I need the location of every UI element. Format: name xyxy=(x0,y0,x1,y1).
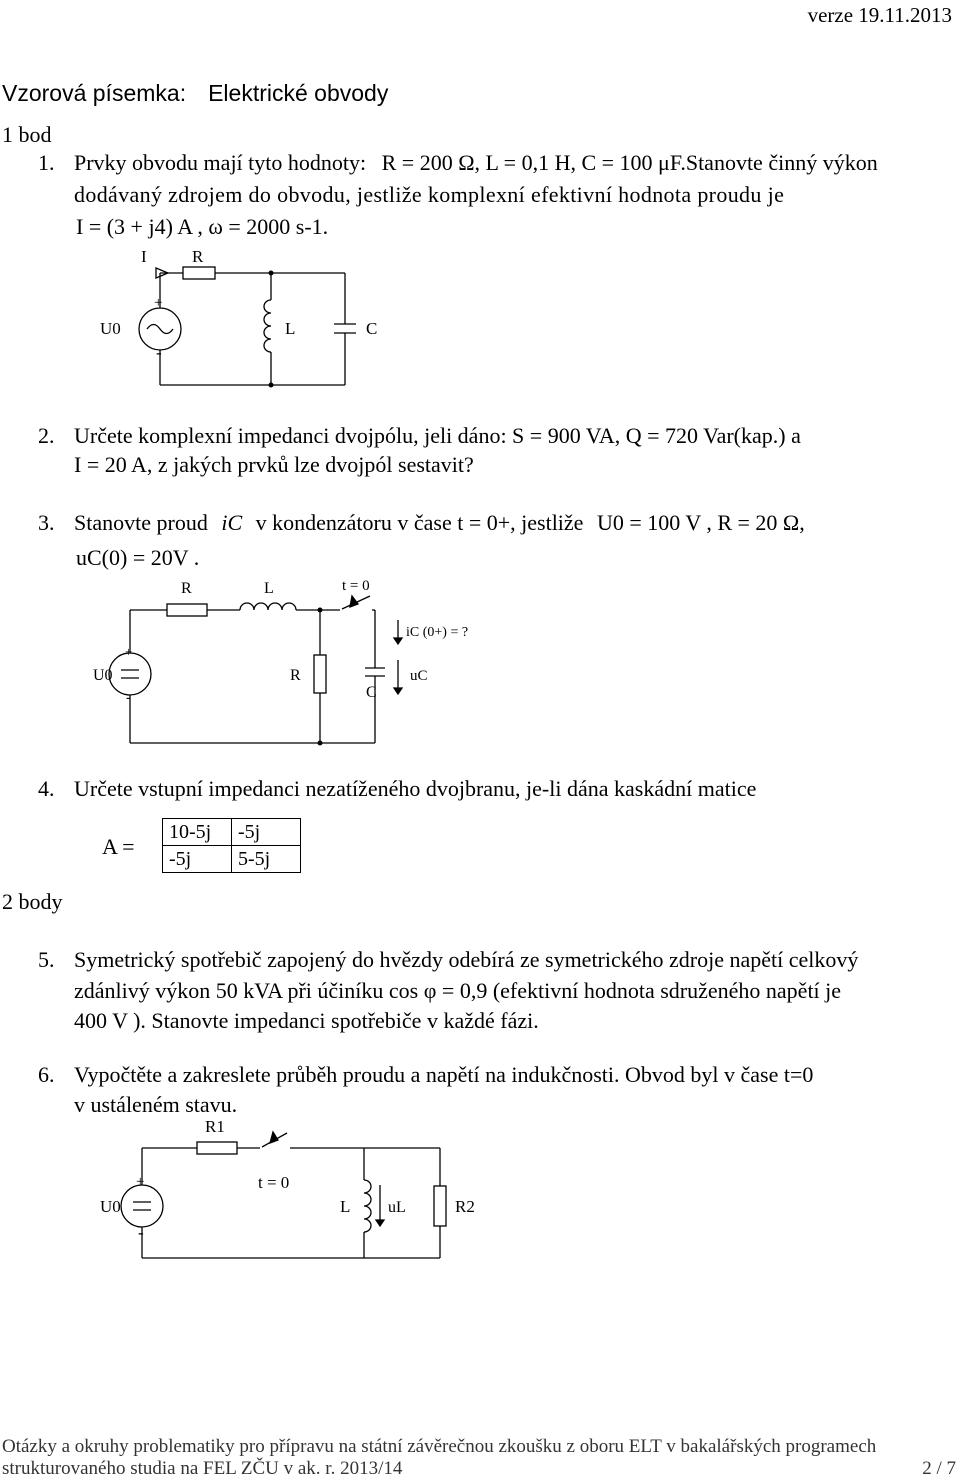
task3-circuit xyxy=(0,570,480,750)
task3-line1 xyxy=(74,510,805,536)
task6-switch-label: t = 0 xyxy=(258,1173,290,1192)
task4-number: 4. xyxy=(38,776,55,801)
title-label: Vzorová písemka: xyxy=(2,80,187,106)
task3-var-ic: iC xyxy=(221,510,243,535)
task2-number: 2. xyxy=(38,423,55,448)
version-label: verze 19.11.2013 xyxy=(807,3,952,27)
footer-line2: strukturovaného studia na FEL ZČU v ak. r. 2013/14 xyxy=(2,1458,403,1479)
matrix-row xyxy=(163,819,301,846)
task6-circuit xyxy=(0,1110,500,1280)
task3-values: U0 = 100 V , R = 20 Ω, xyxy=(596,510,805,535)
task3-voltage-label: uC xyxy=(410,668,428,684)
task6-minus: - xyxy=(138,1223,144,1242)
title-subject: Elektrické obvody xyxy=(208,80,389,106)
task3-line1-b: v kondenzátoru v čase t = 0+, jestliže xyxy=(255,510,584,535)
task6-number: 6. xyxy=(38,1062,55,1087)
task1-plus: + xyxy=(154,295,163,311)
task1-line1-tail: .Stanovte činný výkon xyxy=(680,150,878,175)
task6-plus: + xyxy=(136,1174,145,1190)
matrix-cell: 5-5j xyxy=(232,846,301,873)
task3-source-label: U0 xyxy=(93,667,113,684)
task4-matrix-label: A = xyxy=(102,834,135,859)
task6-resistor2-label: R2 xyxy=(455,1197,475,1216)
task1-inductor-label: L xyxy=(285,319,296,338)
task3-capacitor-label: C xyxy=(366,684,377,701)
task1-line1-lead: Prvky obvodu mají tyto hodnoty: xyxy=(74,150,367,175)
task5-number: 5. xyxy=(38,947,55,972)
footer-line1: Otázky a okruhy problematiky pro přípravu na státní závěrečnou zkoušku z oboru ELT v bakalářských programech xyxy=(2,1436,877,1457)
task1-node-bottom xyxy=(269,383,274,388)
task3-plus: + xyxy=(125,644,133,659)
task3-resistor2-label: R xyxy=(290,667,301,684)
matrix-cell: 10-5j xyxy=(163,819,232,846)
task4-text: Určete vstupní impedanci nezatíženého dvojbranu, je-li dána kaskádní matice xyxy=(74,776,757,801)
task3-resistor1-label: R xyxy=(181,580,192,597)
task3-minus: - xyxy=(126,690,131,706)
task1-minus: - xyxy=(156,343,162,362)
section-one-point: 1 bod xyxy=(2,122,52,147)
task1-node-top xyxy=(269,271,274,276)
task3-node-bottom xyxy=(318,741,323,746)
task6-line1: Vypočtěte a zakreslete průběh proudu a napětí na indukčnosti. Obvod byl v čase t=0 xyxy=(74,1062,814,1087)
task1-line3: I = (3 + j4) A , ω = 2000 s-1. xyxy=(76,214,329,239)
task6-line2: v ustáleném stavu. xyxy=(74,1092,238,1117)
task1-line2: dodávaný zdrojem do obvodu, jestliže komplexní efektivní hodnota proudu je xyxy=(74,182,785,207)
task5-line1: Symetrický spotřebič zapojený do hvězdy odebírá ze symetrického zdroje napětí celkový xyxy=(74,947,859,972)
matrix-row xyxy=(163,846,301,873)
task3-line1-a: Stanovte proud xyxy=(74,510,208,535)
section-two-points: 2 body xyxy=(2,889,63,914)
task3-number: 3. xyxy=(38,510,55,535)
page-title xyxy=(2,80,388,107)
matrix-cell: -5j xyxy=(163,846,232,873)
task3-question-label: iC (0+) = ? xyxy=(406,625,469,640)
task6-source-label: U0 xyxy=(100,1197,121,1216)
task5-line2: zdánlivý výkon 50 kVA při účiníku cos φ = 0,9 (efektivní hodnota sdruženého napětí je xyxy=(74,978,842,1003)
task6-resistor1-label: R1 xyxy=(205,1117,225,1136)
task4-matrix xyxy=(162,818,301,873)
task3-line2: uC(0) = 20V . xyxy=(76,545,200,570)
task1-resistor-label: R xyxy=(192,247,204,266)
task6-voltage-label: uL xyxy=(388,1199,406,1216)
task2-line2: I = 20 A, z jakých prvků lze dvojpól sestavit? xyxy=(74,452,474,477)
task3-node-top xyxy=(318,608,323,613)
task1-number: 1. xyxy=(38,150,55,175)
task6-inductor-label: L xyxy=(340,1197,351,1216)
task5-line3: 400 V ). Stanovte impedanci spotřebiče v každé fázi. xyxy=(74,1008,539,1033)
matrix-cell: -5j xyxy=(232,819,301,846)
task3-inductor-label: L xyxy=(264,580,274,597)
task2-line1: Určete komplexní impedanci dvojpólu, jeli dáno: S = 900 VA, Q = 720 Var(kap.) a xyxy=(74,423,801,448)
task1-current-label: I xyxy=(141,247,147,266)
task1-source-label: U0 xyxy=(100,319,121,338)
task1-line1 xyxy=(74,150,878,176)
task1-circuit xyxy=(0,238,420,390)
task1-values: R = 200 Ω, L = 0,1 H, C = 100 μF xyxy=(381,150,681,175)
page-number: 2 / 7 xyxy=(922,1458,956,1479)
task3-switch-label: t = 0 xyxy=(342,578,370,594)
task1-capacitor-label: C xyxy=(366,319,378,338)
